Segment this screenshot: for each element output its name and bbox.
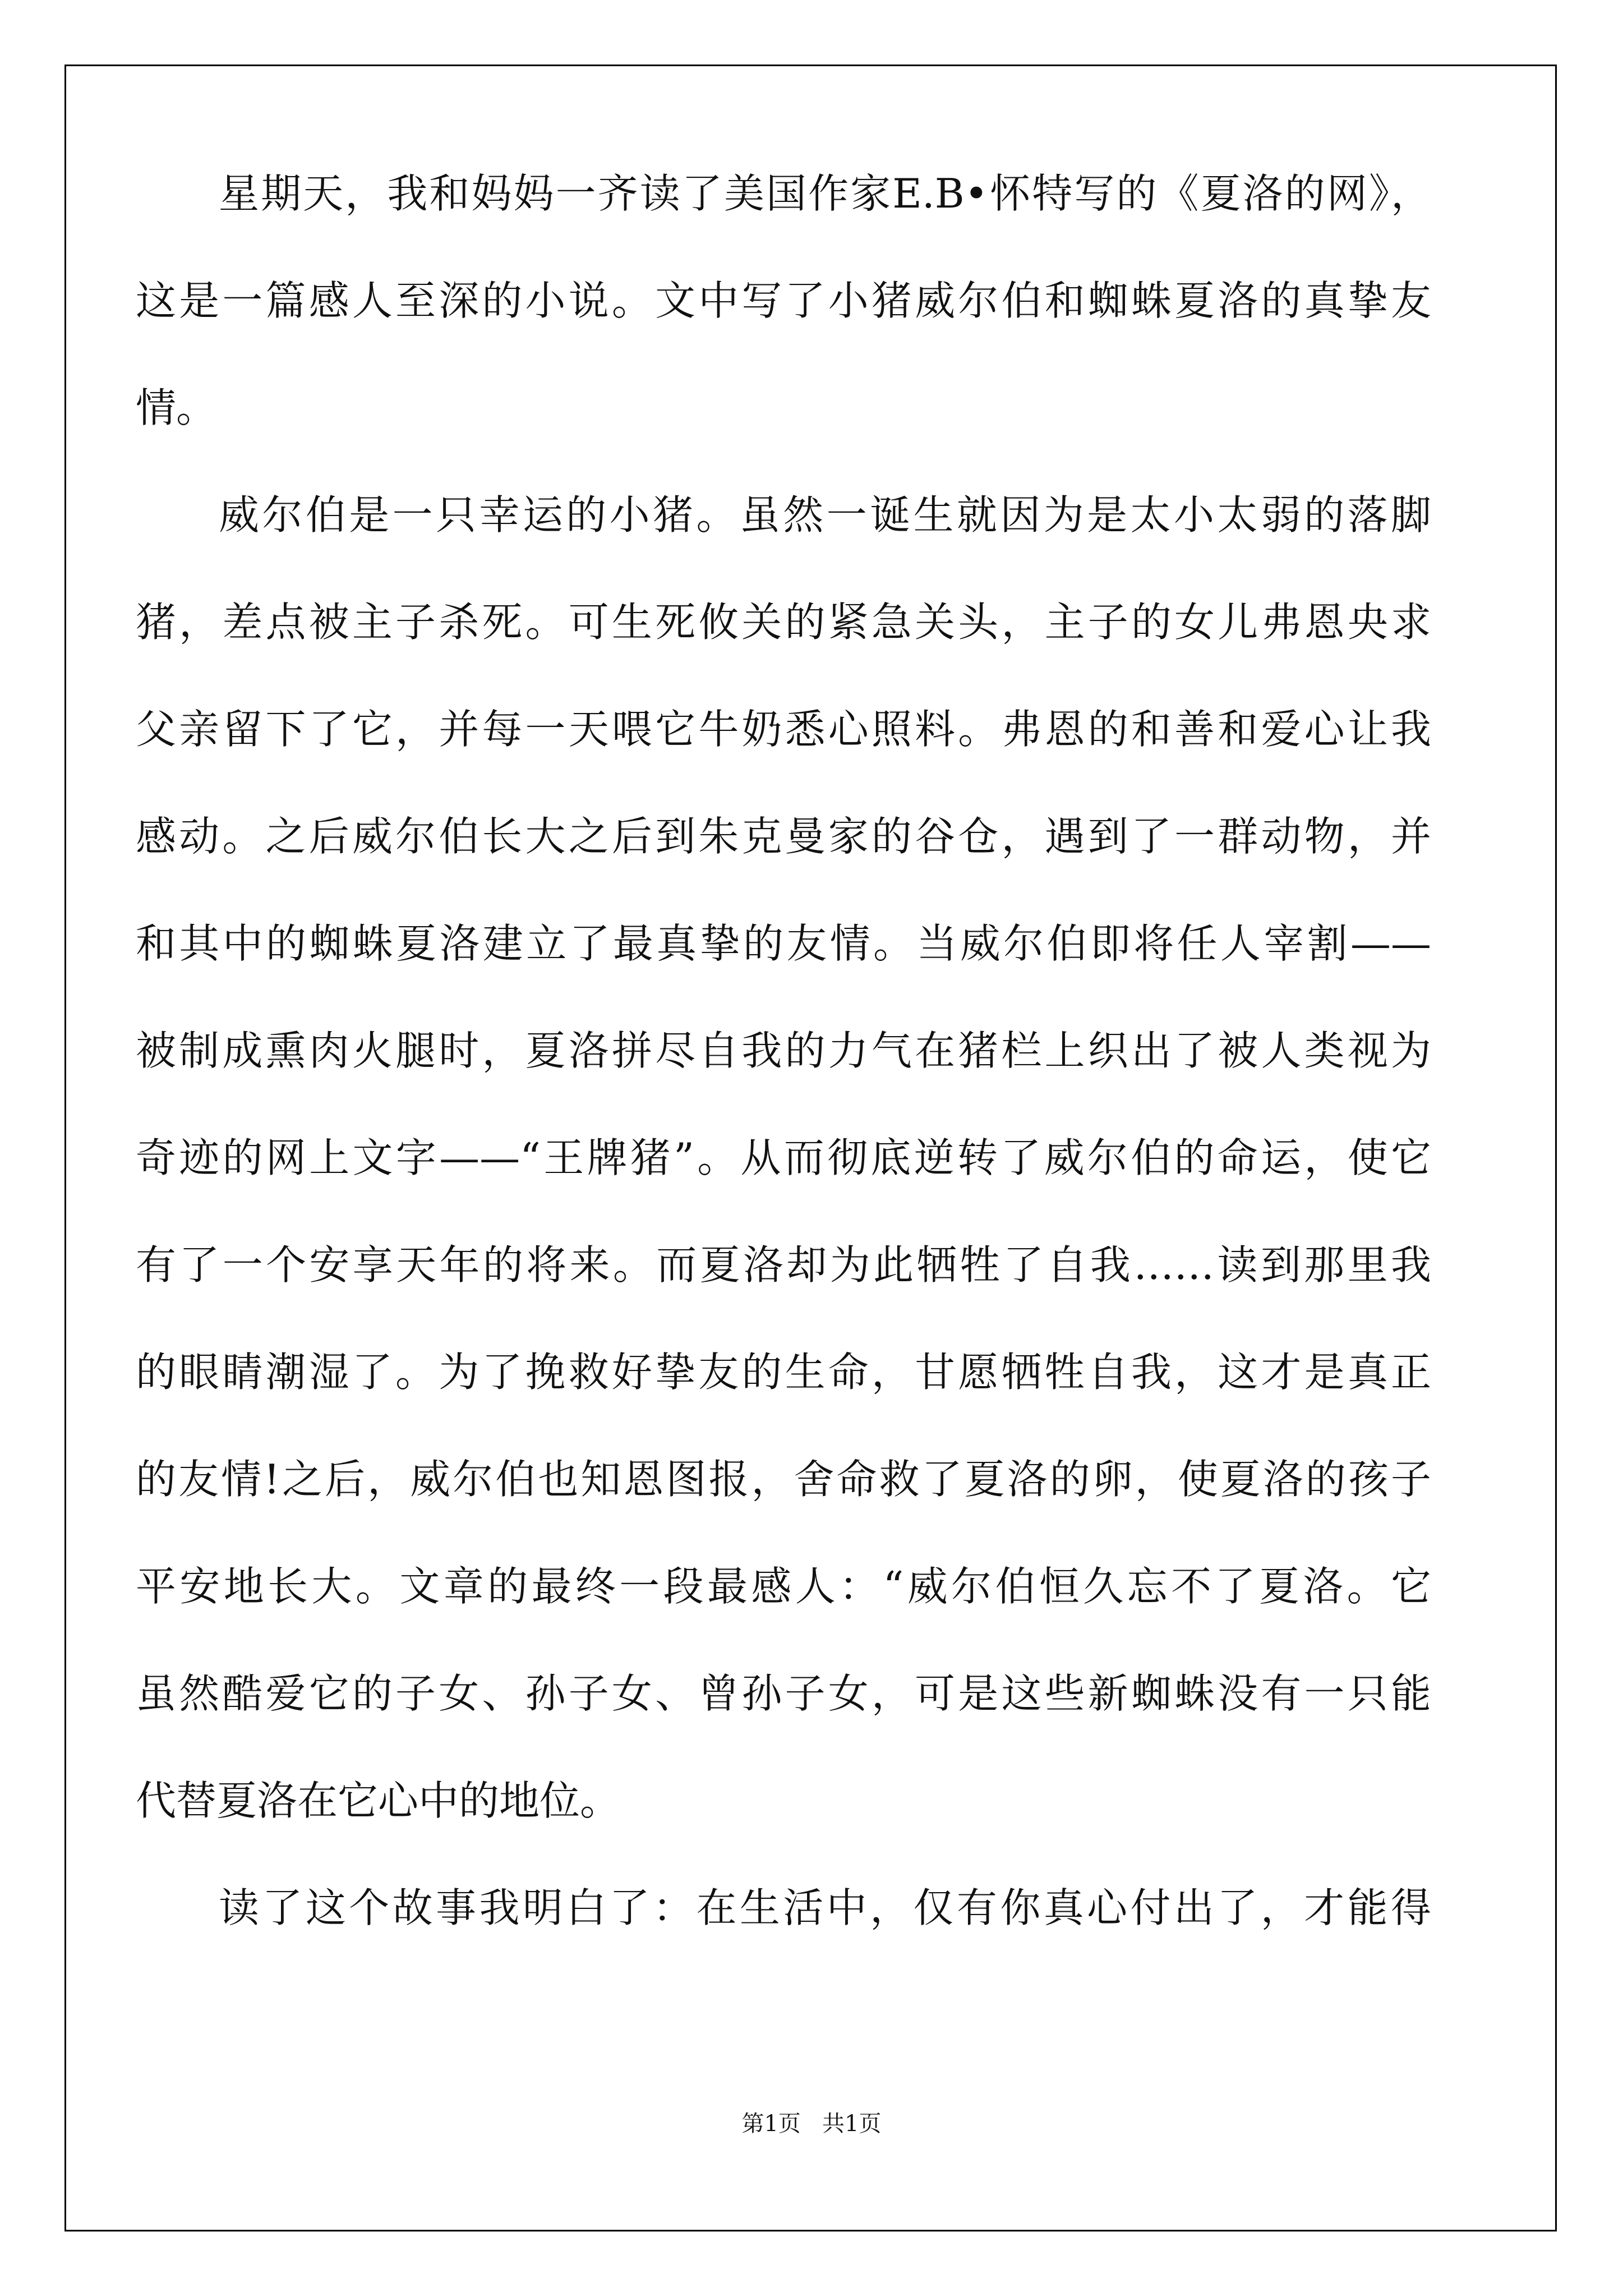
text-line: 和其中的蜘蛛夏洛建立了最真挚的友情。当威尔伯即将任人宰割—— [136, 920, 1431, 967]
text-line: 星期天，我和妈妈一齐读了美国作家E.B•怀特写的《夏洛的网》， [219, 170, 1431, 217]
paragraph-3 [136, 1855, 1431, 1962]
page-number-footer: 第1页 共1页 [741, 2111, 882, 2137]
text-line: 的眼睛潮湿了。为了挽救好挚友的生命，甘愿牺牲自我，这才是真正 [136, 1349, 1431, 1396]
paragraph-2 [136, 462, 1431, 1855]
text-line: 的友情!之后，威尔伯也知恩图报，舍命救了夏洛的卵，使夏洛的孩子 [136, 1456, 1431, 1503]
text-line: 这是一篇感人至深的小说。文中写了小猪威尔伯和蜘蛛夏洛的真挚友 [136, 277, 1431, 324]
paragraph-1 [136, 140, 1431, 462]
text-line: 代替夏洛在它心中的地位。 [136, 1777, 621, 1824]
document-body [136, 140, 1431, 1962]
text-line: 感动。之后威尔伯长大之后到朱克曼家的谷仓，遇到了一群动物，并 [136, 813, 1431, 860]
text-line: 奇迹的网上文字——“王牌猪”。从而彻底逆转了威尔伯的命运，使它 [136, 1134, 1431, 1181]
text-line: 猪，差点被主子杀死。可生死攸关的紧急关头，主子的女儿弗恩央求 [136, 599, 1431, 646]
text-line: 虽然酷爱它的子女、孙子女、曾孙子女，可是这些新蜘蛛没有一只能 [136, 1670, 1431, 1717]
text-line: 平安地长大。文章的最终一段最感人：“威尔伯恒久忘不了夏洛。它 [136, 1563, 1431, 1610]
text-line: 被制成熏肉火腿时，夏洛拼尽自我的力气在猪栏上织出了被人类视为 [136, 1027, 1431, 1074]
text-line: 情。 [136, 384, 217, 431]
text-line: 读了这个故事我明白了：在生活中，仅有你真心付出了，才能得 [219, 1884, 1431, 1931]
text-line: 有了一个安享天年的将来。而夏洛却为此牺牲了自我……读到那里我 [136, 1241, 1431, 1289]
text-line: 威尔伯是一只幸运的小猪。虽然一诞生就因为是太小太弱的落脚 [219, 491, 1431, 539]
text-line: 父亲留下了它，并每一天喂它牛奶悉心照料。弗恩的和善和爱心让我 [136, 706, 1431, 753]
